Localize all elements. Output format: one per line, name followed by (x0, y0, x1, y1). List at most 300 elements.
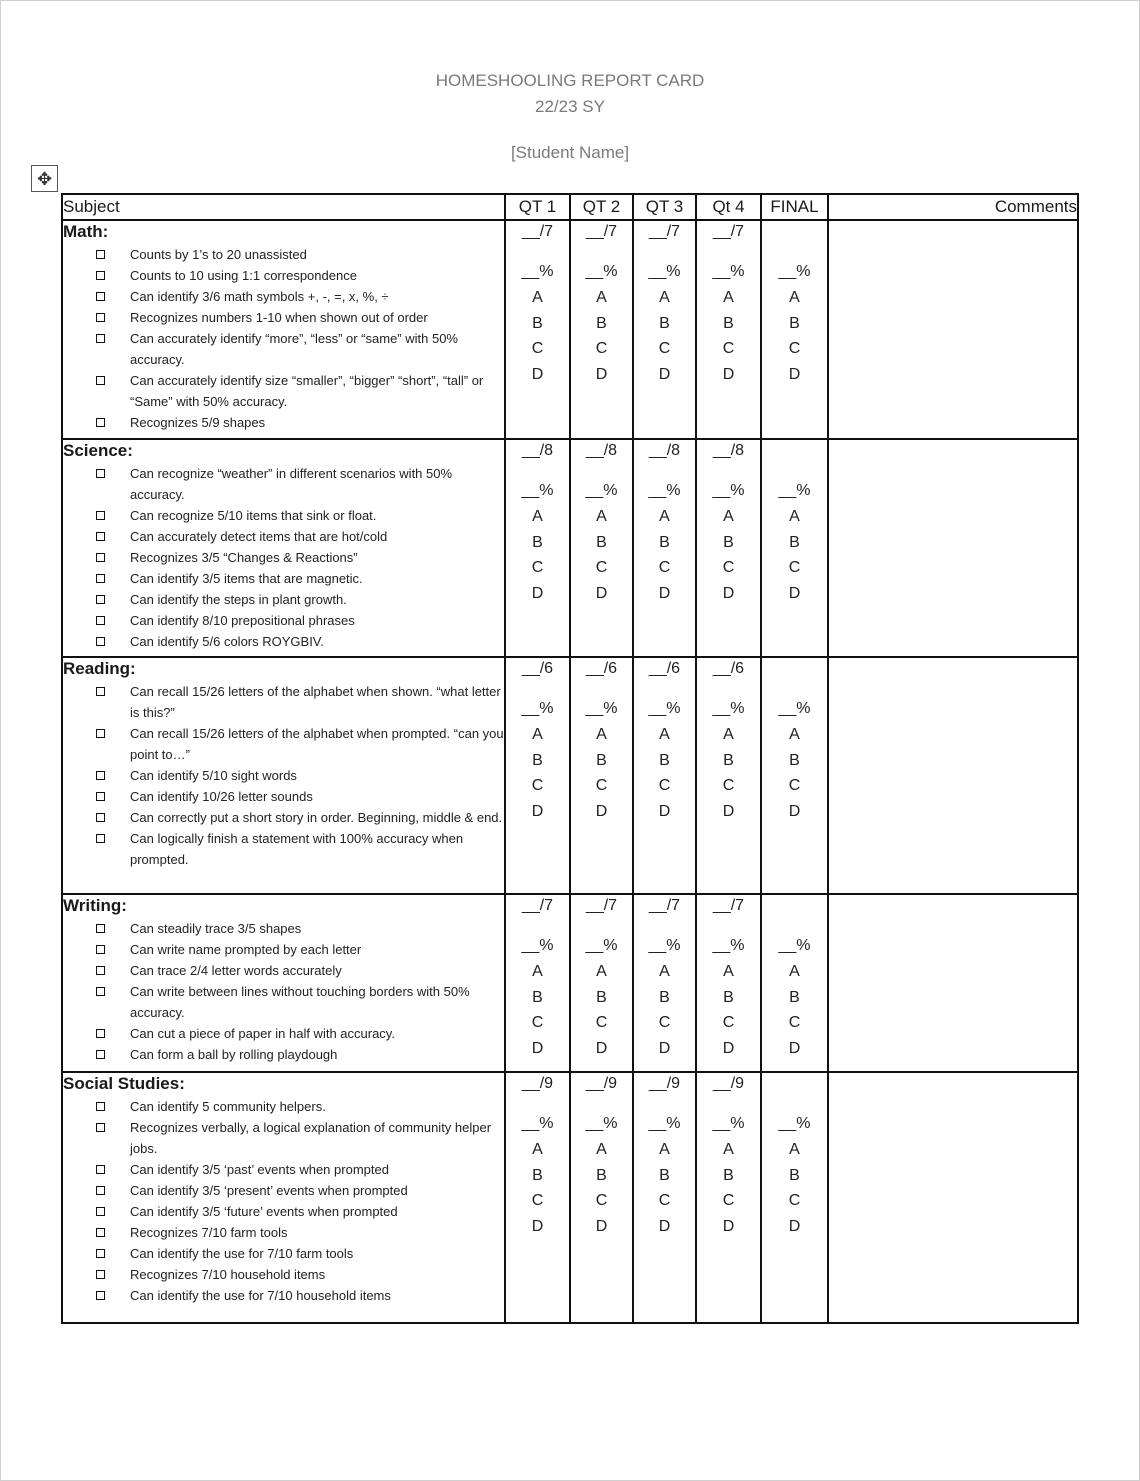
letter-grade-option[interactable]: A (659, 963, 670, 980)
cell-spacer (571, 680, 632, 697)
skill-text: Can write between lines without touching borders with 50% accuracy. (130, 984, 470, 1020)
table-header-row (62, 194, 1078, 220)
skill-text: Can identify 5 community helpers. (130, 1099, 326, 1114)
letter-grade-option[interactable]: B (596, 988, 607, 1006)
skill-item (63, 1023, 504, 1044)
letter-grade-option[interactable]: C (658, 559, 671, 576)
subject-cell[interactable] (62, 657, 505, 894)
subject-name: Reading: (63, 659, 136, 678)
report-title: HOMESHOOLING REPORT CARD (435, 71, 705, 90)
letter-grade-option[interactable]: D (531, 1039, 544, 1057)
checkbox-icon[interactable] (96, 376, 105, 385)
letter-grade-option[interactable]: A (659, 1141, 670, 1158)
score-blank[interactable]: __/7 (712, 897, 745, 914)
checkbox-icon[interactable] (96, 687, 105, 696)
skill-text: Can identify 3/5 ‘present’ events when prompted (130, 1183, 408, 1198)
skill-item (63, 328, 504, 370)
score-blank[interactable]: __/9 (521, 1075, 554, 1092)
grade-cell-qt2[interactable] (570, 1072, 633, 1323)
letter-grade-option[interactable]: B (596, 751, 607, 769)
grade-cell-final[interactable] (761, 894, 828, 1072)
checkbox-icon[interactable] (96, 637, 105, 646)
percent-blank[interactable]: __% (521, 700, 554, 717)
checkbox-icon[interactable] (96, 1165, 105, 1174)
skill-item (63, 681, 504, 723)
skill-text: Can correctly put a short story in order. Beginning, middle & end. (130, 810, 503, 825)
percent-blank[interactable]: __% (712, 482, 745, 499)
letter-grade-option[interactable]: A (723, 1141, 734, 1158)
grade-cell-qt1[interactable] (505, 1072, 570, 1323)
skill-text: Can identify 5/10 sight words (130, 768, 297, 783)
skill-item (63, 807, 504, 828)
letter-grade-option[interactable]: A (596, 963, 607, 980)
letter-grade-option[interactable]: D (595, 584, 608, 602)
subject-cell[interactable] (62, 439, 505, 657)
cell-spacer (506, 243, 569, 260)
skill-text: Can cut a piece of paper in half with accuracy. (130, 1026, 395, 1041)
letter-grade-option[interactable]: B (789, 1166, 800, 1184)
grade-cell-qt1[interactable] (505, 657, 570, 894)
letter-grade-option[interactable]: B (723, 533, 734, 551)
subject-cell[interactable] (62, 220, 505, 439)
checkbox-icon[interactable] (96, 1050, 105, 1059)
table-row (62, 657, 1078, 894)
letter-grade-option[interactable]: C (722, 559, 735, 576)
checkbox-icon[interactable] (96, 250, 105, 259)
percent-blank[interactable]: __% (585, 482, 618, 499)
percent-blank[interactable]: __% (778, 263, 811, 280)
letter-grade-option[interactable]: B (659, 314, 670, 332)
grade-cell-qt3[interactable] (633, 894, 696, 1072)
grade-cell-qt4[interactable] (696, 1072, 761, 1323)
letter-grade-option[interactable]: B (532, 314, 543, 332)
skill-text: Can recall 15/26 letters of the alphabet when prompted. “can you point to…” (130, 726, 504, 762)
letter-grade-option[interactable]: C (658, 340, 671, 357)
percent-blank[interactable]: __% (585, 1115, 618, 1132)
checkbox-icon[interactable] (96, 792, 105, 801)
checkbox-icon[interactable] (96, 1228, 105, 1237)
comments-cell[interactable] (828, 439, 1078, 657)
header-qt3: QT 3 (633, 194, 696, 220)
header-qt4: Qt 4 (696, 194, 761, 220)
checkbox-icon[interactable] (96, 574, 105, 583)
letter-grade-option[interactable]: B (789, 988, 800, 1006)
letter-grade-option[interactable]: C (595, 559, 608, 576)
subject-name: Writing: (63, 896, 127, 915)
letter-grade-option[interactable]: A (596, 289, 607, 306)
score-blank[interactable]: __/7 (585, 897, 618, 914)
percent-blank[interactable]: __% (585, 700, 618, 717)
grade-cell-qt4[interactable] (696, 220, 761, 439)
skill-item (63, 631, 504, 652)
score-blank[interactable]: __/7 (648, 223, 681, 240)
skill-item (63, 1096, 504, 1117)
table-row (62, 439, 1078, 657)
percent-blank[interactable]: __% (585, 937, 618, 954)
checkbox-icon[interactable] (96, 1207, 105, 1216)
grade-cell-qt3[interactable] (633, 220, 696, 439)
score-blank[interactable]: __/6 (712, 660, 745, 677)
skill-item (63, 1222, 504, 1243)
letter-grade-option[interactable]: A (532, 963, 543, 980)
skill-item (63, 307, 504, 328)
skill-text: Can identify the steps in plant growth. (130, 592, 347, 607)
skill-item (63, 505, 504, 526)
skill-item (63, 939, 504, 960)
cell-spacer (506, 1095, 569, 1112)
letter-grade-option[interactable]: C (788, 1014, 801, 1031)
score-blank[interactable]: __/8 (521, 442, 554, 459)
letter-grade-option[interactable]: C (722, 1192, 735, 1209)
checkbox-icon[interactable] (96, 966, 105, 975)
letter-grade-option[interactable]: C (531, 340, 544, 357)
letter-grade-option[interactable]: C (722, 340, 735, 357)
skill-text: Can recognize “weather” in different scenarios with 50% accuracy. (130, 466, 453, 502)
score-blank[interactable]: __/6 (585, 660, 618, 677)
subject-cell[interactable] (62, 894, 505, 1072)
letter-grade-option[interactable]: B (723, 314, 734, 332)
skill-item (63, 1159, 504, 1180)
header-final: FINAL (761, 194, 828, 220)
checkbox-icon[interactable] (96, 553, 105, 562)
header-subject: Subject (62, 194, 505, 220)
subject-name: Math: (63, 222, 109, 241)
letter-grade-option[interactable]: D (788, 1039, 801, 1057)
grade-cell-qt2[interactable] (570, 657, 633, 894)
score-blank[interactable]: __/8 (585, 442, 618, 459)
letter-grade-option[interactable]: D (531, 1217, 544, 1235)
comments-cell[interactable] (828, 894, 1078, 1072)
grade-cell-final[interactable] (761, 439, 828, 657)
skill-text: Recognizes 7/10 household items (130, 1267, 326, 1282)
score-blank[interactable]: __/7 (521, 223, 554, 240)
checkbox-icon[interactable] (96, 771, 105, 780)
skill-item (63, 1117, 504, 1159)
letter-grade-option[interactable]: C (595, 777, 608, 794)
cell-spacer (634, 680, 695, 697)
percent-blank[interactable]: __% (521, 263, 554, 280)
percent-blank[interactable]: __% (712, 937, 745, 954)
skill-text: Counts by 1’s to 20 unassisted (130, 247, 307, 262)
report-card-table (61, 193, 1079, 1324)
skill-item (63, 765, 504, 786)
school-year: 22/23 SY (535, 97, 605, 116)
checkbox-icon[interactable] (96, 1270, 105, 1279)
skill-text: Recognizes 3/5 “Changes & Reactions” (130, 550, 358, 565)
percent-blank[interactable]: __% (778, 482, 811, 499)
letter-grade-option[interactable]: D (658, 802, 671, 820)
skill-item (63, 1264, 504, 1285)
letter-grade-option[interactable]: A (532, 726, 543, 743)
grade-cell-final[interactable] (761, 220, 828, 439)
percent-blank[interactable]: __% (648, 263, 681, 280)
letter-grade-option[interactable]: B (723, 1166, 734, 1184)
letter-grade-option[interactable]: C (658, 777, 671, 794)
grade-cell-qt3[interactable] (633, 1072, 696, 1323)
letter-grade-option[interactable]: A (532, 1141, 543, 1158)
checkbox-icon[interactable] (96, 313, 105, 322)
letter-grade-option[interactable]: A (789, 289, 800, 306)
skill-text: Can accurately detect items that are hot/cold (130, 529, 388, 544)
percent-blank[interactable]: __% (521, 1115, 554, 1132)
checkbox-icon[interactable] (96, 813, 105, 822)
letter-grade-option[interactable]: B (596, 533, 607, 551)
percent-blank[interactable]: __% (778, 700, 811, 717)
letter-grade-option[interactable]: A (723, 289, 734, 306)
letter-grade-option[interactable]: D (531, 584, 544, 602)
checkbox-icon[interactable] (96, 532, 105, 541)
score-blank[interactable] (762, 440, 827, 462)
skill-text: Can identify 3/6 math symbols +, -, =, x, %, ÷ (130, 289, 389, 304)
score-blank[interactable] (762, 221, 827, 243)
comments-cell[interactable] (828, 1072, 1078, 1323)
score-blank[interactable]: __/9 (585, 1075, 618, 1092)
letter-grade-option[interactable]: A (532, 508, 543, 525)
skill-item (63, 412, 504, 433)
checkbox-icon[interactable] (96, 1029, 105, 1038)
skill-text: Can recognize 5/10 items that sink or float. (130, 508, 377, 523)
checkbox-icon[interactable] (96, 616, 105, 625)
cell-spacer (762, 917, 827, 934)
grade-cell-final[interactable] (761, 657, 828, 894)
percent-blank[interactable]: __% (648, 482, 681, 499)
letter-grade-option[interactable]: B (723, 751, 734, 769)
letter-grade-option[interactable]: B (789, 533, 800, 551)
letter-grade-option[interactable]: B (532, 988, 543, 1006)
checkbox-icon[interactable] (96, 271, 105, 280)
skill-item (63, 1044, 504, 1065)
percent-blank[interactable]: __% (712, 700, 745, 717)
skill-item (63, 723, 504, 765)
checkbox-icon[interactable] (96, 1291, 105, 1300)
grade-cell-qt2[interactable] (570, 439, 633, 657)
checkbox-icon[interactable] (96, 987, 105, 996)
checkbox-icon[interactable] (96, 418, 105, 427)
letter-grade-option[interactable]: D (722, 584, 735, 602)
percent-blank[interactable]: __% (648, 937, 681, 954)
grade-cell-qt4[interactable] (696, 439, 761, 657)
letter-grade-option[interactable]: B (596, 1166, 607, 1184)
checkbox-icon[interactable] (96, 511, 105, 520)
letter-grade-option[interactable]: D (595, 365, 608, 383)
skill-item (63, 286, 504, 307)
letter-grade-option[interactable]: B (532, 751, 543, 769)
skill-item (63, 786, 504, 807)
letter-grade-option[interactable]: C (722, 1014, 735, 1031)
cell-spacer (762, 1095, 827, 1112)
cell-spacer (697, 1095, 760, 1112)
letter-grade-option[interactable]: C (531, 1192, 544, 1209)
cell-spacer (697, 917, 760, 934)
letter-grade-option[interactable]: A (789, 508, 800, 525)
percent-blank[interactable]: __% (778, 1115, 811, 1132)
percent-blank[interactable]: __% (712, 263, 745, 280)
letter-grade-option[interactable]: C (595, 1192, 608, 1209)
letter-grade-option[interactable]: B (789, 751, 800, 769)
skill-item (63, 960, 504, 981)
letter-grade-option[interactable]: D (722, 365, 735, 383)
letter-grade-option[interactable]: D (658, 1039, 671, 1057)
grade-cell-qt2[interactable] (570, 894, 633, 1072)
letter-grade-option[interactable]: A (789, 1141, 800, 1158)
checkbox-icon[interactable] (96, 469, 105, 478)
letter-grade-option[interactable]: A (596, 1141, 607, 1158)
grade-cell-qt4[interactable] (696, 894, 761, 1072)
score-blank[interactable]: __/6 (521, 660, 554, 677)
score-blank[interactable]: __/7 (712, 223, 745, 240)
score-blank[interactable]: __/9 (712, 1075, 745, 1092)
score-blank[interactable]: __/7 (585, 223, 618, 240)
checkbox-icon[interactable] (96, 334, 105, 343)
student-name-placeholder[interactable]: [Student Name] (510, 143, 630, 162)
letter-grade-option[interactable]: C (788, 1192, 801, 1209)
grade-cell-qt1[interactable] (505, 439, 570, 657)
letter-grade-option[interactable]: A (789, 726, 800, 743)
letter-grade-option[interactable]: A (659, 508, 670, 525)
letter-grade-option[interactable]: D (722, 1217, 735, 1235)
skill-list (63, 681, 504, 870)
skill-item (63, 610, 504, 631)
letter-grade-option[interactable]: C (788, 559, 801, 576)
letter-grade-option[interactable]: B (659, 1166, 670, 1184)
letter-grade-option[interactable]: A (596, 726, 607, 743)
skill-text: Can write name prompted by each letter (130, 942, 362, 957)
checkbox-icon[interactable] (96, 1123, 105, 1132)
checkbox-icon[interactable] (96, 924, 105, 933)
grade-cell-qt4[interactable] (696, 657, 761, 894)
cell-spacer (506, 462, 569, 479)
percent-blank[interactable]: __% (712, 1115, 745, 1132)
letter-grade-option[interactable]: D (595, 1217, 608, 1235)
skill-text: Can trace 2/4 letter words accurately (130, 963, 342, 978)
letter-grade-option[interactable]: C (788, 777, 801, 794)
letter-grade-option[interactable]: A (723, 963, 734, 980)
letter-grade-option[interactable]: C (788, 340, 801, 357)
letter-grade-option[interactable]: B (659, 751, 670, 769)
letter-grade-option[interactable]: D (658, 365, 671, 383)
percent-blank[interactable]: __% (521, 482, 554, 499)
letter-grade-option[interactable]: C (722, 777, 735, 794)
letter-grade-option[interactable]: D (788, 802, 801, 820)
skill-item (63, 828, 504, 870)
table-move-handle-icon[interactable]: ✥ (31, 165, 58, 192)
letter-grade-option[interactable]: C (531, 777, 544, 794)
cell-spacer (506, 917, 569, 934)
subject-cell[interactable] (62, 1072, 505, 1323)
checkbox-icon[interactable] (96, 1186, 105, 1195)
grade-cell-qt3[interactable] (633, 439, 696, 657)
score-blank[interactable] (762, 658, 827, 680)
checkbox-icon[interactable] (96, 595, 105, 604)
letter-grade-option[interactable]: B (532, 1166, 543, 1184)
percent-blank[interactable]: __% (648, 1115, 681, 1132)
letter-grade-option[interactable]: D (531, 365, 544, 383)
letter-grade-option[interactable]: D (788, 365, 801, 383)
grade-cell-final[interactable] (761, 1072, 828, 1323)
skill-text: Can identify the use for 7/10 farm tools (130, 1246, 354, 1261)
score-blank[interactable] (762, 895, 827, 917)
subject-name: Science: (63, 441, 133, 460)
grade-cell-qt1[interactable] (505, 220, 570, 439)
letter-grade-option[interactable]: A (723, 508, 734, 525)
letter-grade-option[interactable]: D (722, 802, 735, 820)
score-blank[interactable]: __/6 (648, 660, 681, 677)
score-blank[interactable] (762, 1073, 827, 1095)
table-row (62, 1072, 1078, 1323)
letter-grade-option[interactable]: B (789, 314, 800, 332)
letter-grade-option[interactable]: B (532, 533, 543, 551)
skill-item (63, 463, 504, 505)
skill-item (63, 244, 504, 265)
letter-grade-option[interactable]: A (659, 726, 670, 743)
letter-grade-option[interactable]: A (532, 289, 543, 306)
letter-grade-option[interactable]: A (659, 289, 670, 306)
letter-grade-option[interactable]: D (658, 584, 671, 602)
checkbox-icon[interactable] (96, 945, 105, 954)
letter-grade-option[interactable]: A (789, 963, 800, 980)
score-blank[interactable]: __/7 (648, 897, 681, 914)
grade-cell-qt1[interactable] (505, 894, 570, 1072)
score-blank[interactable]: __/8 (648, 442, 681, 459)
letter-grade-option[interactable]: A (723, 726, 734, 743)
letter-grade-option[interactable]: A (596, 508, 607, 525)
letter-grade-option[interactable]: D (595, 1039, 608, 1057)
checkbox-icon[interactable] (96, 292, 105, 301)
checkbox-icon[interactable] (96, 1102, 105, 1111)
letter-grade-option[interactable]: C (658, 1192, 671, 1209)
skill-list (63, 463, 504, 652)
letter-grade-option[interactable]: C (595, 340, 608, 357)
comments-cell[interactable] (828, 220, 1078, 439)
cell-spacer (571, 243, 632, 260)
letter-grade-option[interactable]: D (788, 1217, 801, 1235)
letter-grade-option[interactable]: B (659, 988, 670, 1006)
letter-grade-option[interactable]: B (659, 533, 670, 551)
skill-text: Recognizes verbally, a logical explanation of community helper jobs. (130, 1120, 492, 1156)
skill-item (63, 265, 504, 286)
letter-grade-option[interactable]: C (658, 1014, 671, 1031)
checkbox-icon[interactable] (96, 1249, 105, 1258)
checkbox-icon[interactable] (96, 729, 105, 738)
letter-grade-option[interactable]: D (722, 1039, 735, 1057)
cell-spacer (697, 243, 760, 260)
grade-cell-qt2[interactable] (570, 220, 633, 439)
percent-blank[interactable]: __% (585, 263, 618, 280)
comments-cell[interactable] (828, 657, 1078, 894)
letter-grade-option[interactable]: C (595, 1014, 608, 1031)
cell-spacer (762, 462, 827, 479)
percent-blank[interactable]: __% (778, 937, 811, 954)
score-blank[interactable]: __/9 (648, 1075, 681, 1092)
cell-spacer (571, 917, 632, 934)
checkbox-icon[interactable] (96, 834, 105, 843)
letter-grade-option[interactable]: C (531, 1014, 544, 1031)
letter-grade-option[interactable]: B (723, 988, 734, 1006)
score-blank[interactable]: __/7 (521, 897, 554, 914)
letter-grade-option[interactable]: B (596, 314, 607, 332)
score-blank[interactable]: __/8 (712, 442, 745, 459)
percent-blank[interactable]: __% (521, 937, 554, 954)
letter-grade-option[interactable]: C (531, 559, 544, 576)
grade-cell-qt3[interactable] (633, 657, 696, 894)
letter-grade-option[interactable]: D (595, 802, 608, 820)
skill-text: Recognizes 5/9 shapes (130, 415, 266, 430)
cell-spacer (571, 1095, 632, 1112)
percent-blank[interactable]: __% (648, 700, 681, 717)
letter-grade-option[interactable]: D (531, 802, 544, 820)
letter-grade-option[interactable]: D (788, 584, 801, 602)
letter-grade-option[interactable]: D (658, 1217, 671, 1235)
